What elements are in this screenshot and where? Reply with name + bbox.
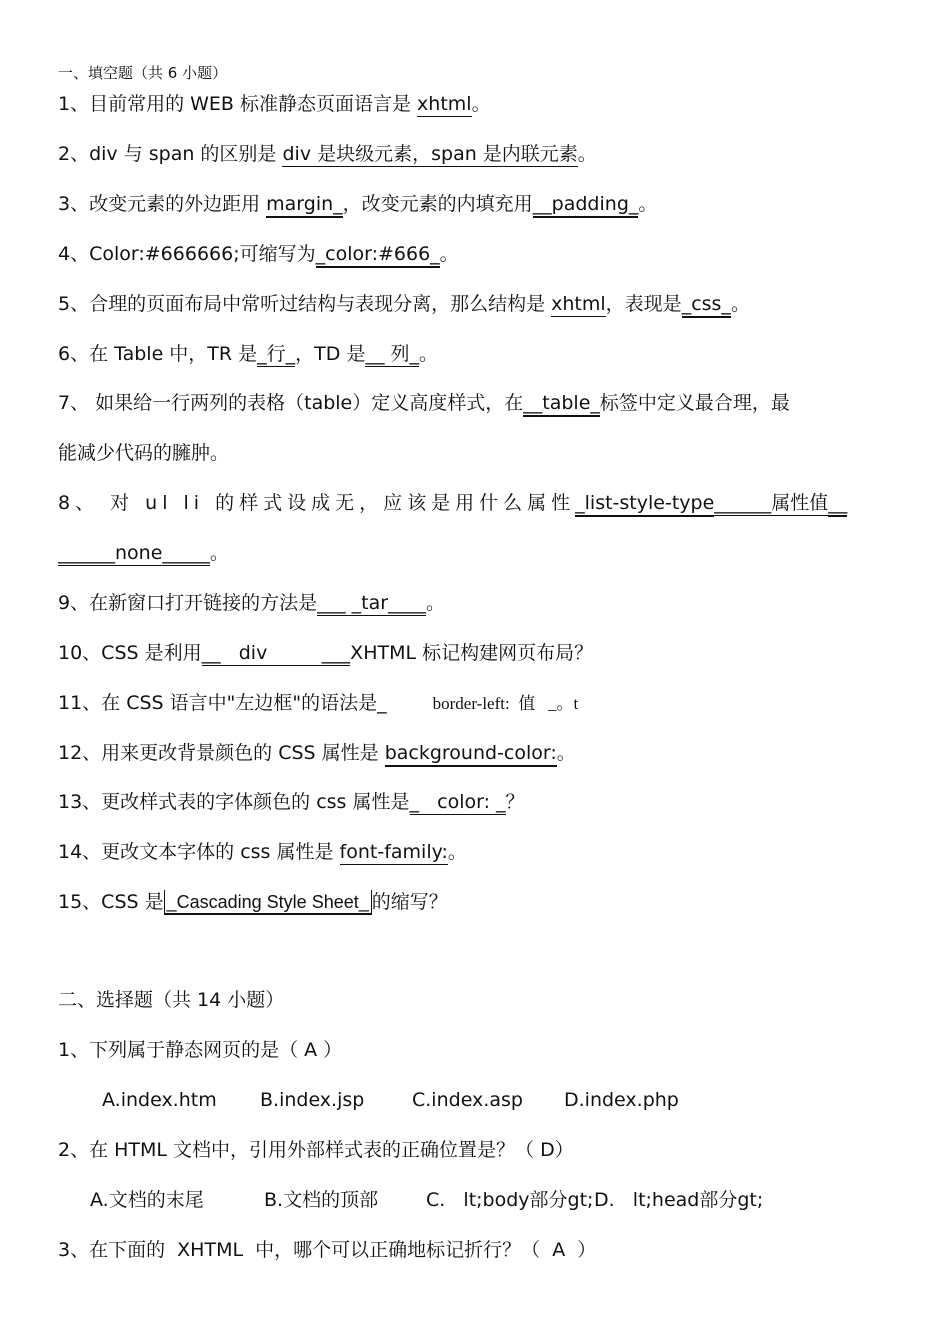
question-1-11: [58, 690, 578, 717]
option-a: A.index.htm: [102, 1089, 217, 1111]
q8-tail: __: [828, 492, 847, 517]
question-1-13: [58, 789, 525, 815]
q1-text: 1、目前常用的 WEB 标准静态页面语言是: [58, 93, 418, 115]
q12-end: 。: [556, 742, 576, 764]
question-1-1: [58, 91, 491, 117]
option-b: B.文档的顶部: [264, 1189, 379, 1211]
question-1-9: [58, 590, 445, 616]
q4-end: 。: [439, 243, 459, 265]
q3-answer-1: margin_: [266, 193, 343, 218]
q9-end: 。: [426, 592, 446, 614]
q10-answer: __ div ___: [201, 642, 351, 664]
q1-answer: xhtml: [417, 93, 472, 115]
q6-mid: ，TD 是: [295, 343, 366, 365]
q1-end: 。: [471, 93, 491, 115]
q8-answer: _list-style-type: [575, 492, 714, 517]
q15-answer: _Cascading Style Sheet_: [164, 890, 372, 915]
question-1-10: [58, 640, 593, 666]
question-2-2: 2、在 HTML 文档中，引用外部样式表的正确位置是？（ D）: [58, 1139, 574, 1161]
q14-answer: font-family:: [339, 841, 448, 863]
option-a: A.文档的末尾: [90, 1189, 204, 1211]
q9-text: 9、在新窗口打开链接的方法是: [58, 592, 318, 614]
q11-blank: _: [377, 692, 387, 714]
question-1-15: [58, 889, 448, 915]
q3-mid: ，改变元素的内填充用: [342, 193, 533, 215]
question-1-7: [58, 390, 790, 416]
q5-answer-1: xhtml: [551, 293, 606, 315]
question-2-1: 1、下列属于静态网页的是（ A ）: [58, 1039, 343, 1061]
q6-answer-2: __ 列_: [365, 343, 419, 365]
q2-answer: div 是块级元素，span 是内联元素: [282, 143, 578, 165]
section2-title: 二、选择题（共 14 小题）: [58, 989, 285, 1011]
q2-end: 。: [577, 143, 597, 165]
q3-answer-2: __padding_: [533, 193, 639, 218]
q11-text: 11、在 CSS 语言中"左边框"的语法是: [58, 692, 378, 714]
option-c: C. lt;body部分gt;: [426, 1189, 594, 1211]
question-1-5: [58, 291, 750, 317]
question-1-8-line2: [58, 540, 229, 566]
q8-end: 。: [209, 542, 229, 564]
question-1-7-line2: 能减少代码的臃肿。: [58, 442, 230, 464]
q8-text: 8、 对 ul li 的样式设成无，应该是用什么属性: [58, 492, 576, 514]
q7-text: 7、 如果给一行两列的表格（table）定义高度样式，在: [58, 392, 524, 414]
q15-text: 15、CSS 是: [58, 891, 164, 913]
q5-end: 。: [730, 293, 750, 315]
q13-text: 13、更改样式表的字体颜色的 css 属性是: [58, 791, 410, 813]
q3-text: 3、改变元素的外边距用: [58, 193, 267, 215]
question-1-8: [58, 490, 847, 516]
question-1-6: [58, 341, 438, 367]
q5-mid: ，表现是: [605, 293, 682, 315]
question-1-4: [58, 241, 459, 267]
q4-text: 4、Color:#666666;可缩写为: [58, 243, 316, 265]
question-2-2-options: [90, 1187, 763, 1213]
q13-answer: _ color: _: [409, 791, 506, 813]
q10-end: XHTML 标记构建网页布局？: [350, 642, 594, 664]
question-1-14: [58, 839, 467, 865]
q8-value-answer: ______none_____: [58, 542, 210, 564]
q5-answer-2: _css_: [682, 293, 731, 318]
q5-text: 5、合理的页面布局中常听过结构与表现分离，那么结构是: [58, 293, 552, 315]
question-1-12: [58, 740, 576, 766]
q14-text: 14、更改文本字体的 css 属性是: [58, 841, 340, 863]
option-d: D.index.php: [564, 1089, 679, 1111]
q2-text: 2、div 与 span 的区别是: [58, 143, 283, 165]
q12-text: 12、用来更改背景颜色的 CSS 属性是: [58, 742, 385, 764]
q7-end: 标签中定义最合理，最: [599, 392, 790, 414]
question-1-3: [58, 191, 657, 217]
q6-answer-1: _行_: [257, 343, 296, 365]
option-c: C.index.asp: [412, 1089, 523, 1111]
section1-title: 一、填空题（共 6 小题）: [58, 64, 228, 82]
q9-answer: ___ _tar____: [317, 592, 427, 614]
q4-answer: _color:#666_: [316, 243, 440, 268]
q6-end: 。: [419, 343, 439, 365]
q3-end: 。: [638, 193, 658, 215]
q14-end: 。: [447, 841, 467, 863]
question-1-2: [58, 141, 597, 167]
q12-answer: background-color:: [385, 742, 557, 767]
q8-blank: ______属性值: [714, 492, 829, 514]
question-2-3: 3、在下面的 XHTML 中，哪个可以正确地标记折行？（ A ）: [58, 1239, 597, 1261]
option-d: D. lt;head部分gt;: [594, 1189, 764, 1211]
q15-end: 的缩写？: [371, 891, 448, 913]
q10-text: 10、CSS 是利用: [58, 642, 202, 664]
q6-text: 6、在 Table 中，TR 是: [58, 343, 258, 365]
question-2-1-options: [102, 1087, 679, 1113]
q11-answer: border-left: 值 _。t: [432, 694, 579, 713]
q13-end: ？: [505, 791, 525, 813]
option-b: B.index.jsp: [260, 1089, 365, 1111]
q7-answer: __table_: [523, 392, 600, 417]
